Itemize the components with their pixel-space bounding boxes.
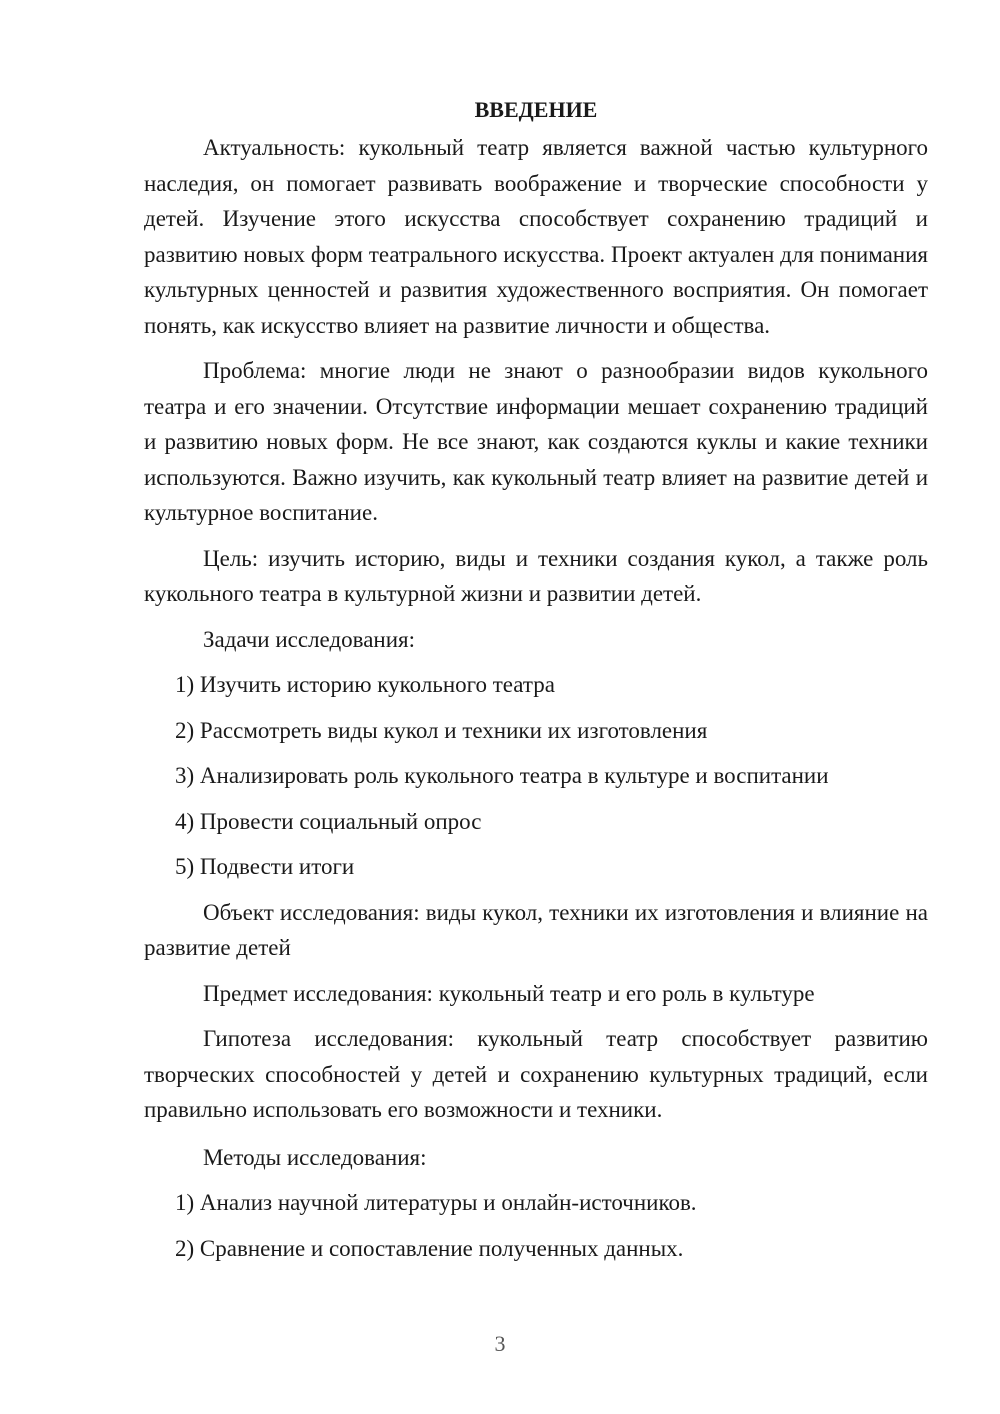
document-page: [144, 92, 928, 1276]
tasks-list: [144, 667, 928, 885]
subject-paragraph: Предмет исследования: кукольный театр и его роль в культуре: [203, 980, 815, 1006]
hypothesis-paragraph: Гипотеза исследования: кукольный театр способствует развитию творческих способностей у детей и сохранению культурных традиций, если правильно использовать его возможности и техники.: [144, 1026, 928, 1122]
object-paragraph: Объект исследования: виды кукол, техники их изготовления и влияние на развитие детей: [144, 899, 928, 960]
task-item: 2) Рассмотреть виды кукол и техники их изготовления: [175, 717, 708, 743]
methods-list: [144, 1185, 928, 1266]
method-item: 1) Анализ научной литературы и онлайн-источников.: [175, 1190, 697, 1215]
tasks-label: Задачи исследования:: [203, 626, 416, 652]
goal-paragraph: Цель: изучить историю, виды и техники создания кукол, а также роль кукольного театра в культурной жизни и развитии детей.: [144, 545, 928, 606]
relevance-paragraph: Актуальность: кукольный театр является важной частью культурного наследия, он помогает развивать воображение и творческие способности у детей. Изучение этого искусства способствует сохранению традиций и развитию новых форм театрального искусства. Проект актуален для понимания культурных ценностей и развития художественного восприятия. Он помогает понять, как искусство влияет на развитие личности и общества.: [144, 135, 928, 338]
method-item: 2) Сравнение и сопоставление полученных данных.: [175, 1235, 684, 1261]
methods-label: Методы исследования:: [203, 1144, 427, 1170]
page-title: ВВЕДЕНИЕ: [474, 97, 598, 122]
page-number: 3: [494, 1331, 506, 1356]
problem-paragraph: Проблема: многие люди не знают о разнообразии видов кукольного театра и его значении. Отсутствие информации мешает сохранению традиций и развитию новых форм. Не все знают, как создаются куклы и какие техники используются. Важно изучить, как кукольный театр влияет на развитие детей и культурное воспитание.: [144, 358, 928, 525]
task-item: 4) Провести социальный опрос: [175, 808, 482, 834]
task-item: 1) Изучить историю кукольного театра: [175, 672, 555, 697]
task-item: 5) Подвести итоги: [175, 854, 355, 879]
task-item: 3) Анализировать роль кукольного театра в культуре и воспитании: [175, 763, 829, 788]
